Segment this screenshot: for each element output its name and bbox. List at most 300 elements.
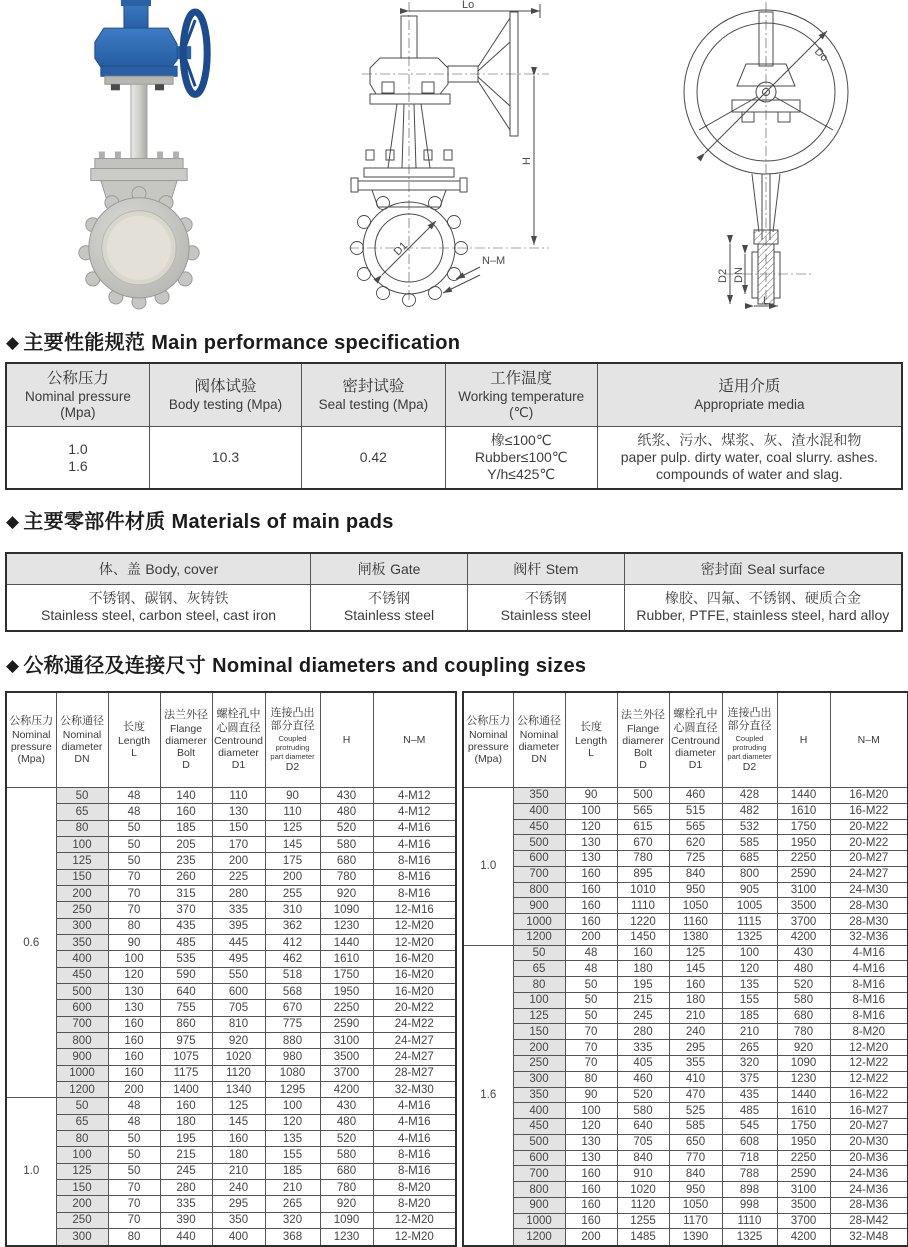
nm-cell: 24-M30	[830, 882, 908, 898]
nm-cell: 20-M36	[830, 1150, 908, 1166]
nm-cell: 20-M27	[830, 1119, 908, 1135]
dimension-row	[6, 836, 456, 852]
centround-diameter-cell: 1380	[669, 929, 722, 945]
length-cell: 90	[565, 1087, 617, 1103]
centround-diameter-cell: 445	[212, 934, 265, 950]
protruding-diameter-cell: 880	[265, 1032, 320, 1048]
h-cell: 4200	[320, 1081, 373, 1097]
length-cell: 160	[565, 1197, 617, 1213]
centround-diameter-cell: 410	[669, 1071, 722, 1087]
dim-column-header: N–M	[373, 692, 456, 788]
dim-column-header: H	[320, 692, 373, 788]
length-cell: 50	[565, 992, 617, 1008]
col-nominal-pressure: 公称压力 Nominal pressure (Mpa)	[6, 363, 149, 427]
dn-cell: 65	[56, 1114, 108, 1130]
centround-diameter-cell: 1050	[669, 898, 722, 914]
h-cell: 580	[320, 1147, 373, 1163]
nm-cell: 8-M16	[373, 1163, 456, 1179]
dn-cell: 450	[56, 967, 108, 983]
protruding-diameter-cell: 110	[265, 804, 320, 820]
flange-diameter-cell: 755	[160, 1000, 212, 1016]
working-temperature-value: 橡≤100℃ Rubber≤100℃ Y/h≤425℃	[445, 427, 597, 490]
protruding-diameter-cell: 1110	[722, 1213, 777, 1229]
nm-cell: 16-M20	[373, 967, 456, 983]
nm-cell: 24-M36	[830, 1166, 908, 1182]
nm-cell: 8-M16	[373, 885, 456, 901]
h-cell: 3700	[320, 1065, 373, 1081]
length-cell: 160	[565, 914, 617, 930]
centround-diameter-cell: 620	[669, 835, 722, 851]
dimension-row	[463, 1182, 908, 1198]
nm-cell: 20-M27	[830, 851, 908, 867]
centround-diameter-cell: 840	[669, 866, 722, 882]
flange-diameter-cell: 780	[617, 851, 669, 867]
length-cell: 48	[108, 1098, 160, 1114]
protruding-diameter-cell: 1295	[265, 1081, 320, 1097]
dim-header-row	[6, 692, 456, 788]
centround-diameter-cell: 240	[669, 1024, 722, 1040]
dimension-row	[6, 1196, 456, 1212]
materials-data-row	[6, 585, 902, 631]
nm-cell: 16-M22	[830, 1087, 908, 1103]
protruding-diameter-cell: 135	[265, 1130, 320, 1146]
nm-cell: 24-M27	[373, 1049, 456, 1065]
dn-cell: 500	[56, 983, 108, 999]
dn-cell: 50	[56, 1098, 108, 1114]
h-cell: 1090	[777, 1056, 830, 1072]
photo-gearbox	[95, 0, 177, 90]
seal-testing-value: 0.42	[302, 427, 445, 490]
dimension-row	[463, 977, 908, 993]
dimension-row	[6, 1098, 456, 1114]
flange-diameter-cell: 440	[160, 1228, 212, 1245]
protruding-diameter-cell: 980	[265, 1049, 320, 1065]
h-cell: 1230	[320, 918, 373, 934]
dimension-table-left	[5, 691, 457, 1247]
flange-diameter-cell: 1450	[617, 929, 669, 945]
h-cell: 430	[320, 1098, 373, 1114]
nm-cell: 28-M30	[830, 898, 908, 914]
h-cell: 3500	[777, 898, 830, 914]
dn-cell: 150	[513, 1024, 565, 1040]
dn-cell: 100	[56, 1147, 108, 1163]
dimension-row	[6, 788, 456, 804]
flange-diameter-cell: 180	[160, 1114, 212, 1130]
nm-cell: 16-M20	[373, 951, 456, 967]
flange-diameter-cell: 280	[160, 1179, 212, 1195]
centround-diameter-cell: 240	[212, 1179, 265, 1195]
centround-diameter-cell: 565	[669, 819, 722, 835]
dimension-row	[6, 1147, 456, 1163]
materials-table	[5, 552, 903, 632]
flange-diameter-cell: 1220	[617, 914, 669, 930]
h-cell: 520	[777, 977, 830, 993]
dn-cell: 50	[513, 945, 565, 961]
dimension-row	[6, 885, 456, 901]
title-zh: 主要零部件材质	[23, 511, 166, 533]
protruding-diameter-cell: 255	[265, 885, 320, 901]
length-cell: 50	[565, 977, 617, 993]
h-cell: 580	[320, 836, 373, 852]
dimension-row	[6, 1163, 456, 1179]
protruding-diameter-cell: 265	[722, 1040, 777, 1056]
dimension-row	[6, 1016, 456, 1032]
centround-diameter-cell: 295	[212, 1196, 265, 1212]
centround-diameter-cell: 130	[212, 804, 265, 820]
dimension-row	[463, 1166, 908, 1182]
h-cell: 3700	[777, 914, 830, 930]
protruding-diameter-cell: 125	[265, 820, 320, 836]
nm-cell: 32-M48	[830, 1229, 908, 1246]
length-cell: 160	[565, 1213, 617, 1229]
front-view-drawing	[344, 0, 562, 308]
nm-cell: 12-M20	[830, 1040, 908, 1056]
dn-cell: 250	[56, 1212, 108, 1228]
dn-cell: 200	[513, 1040, 565, 1056]
flange-diameter-cell: 1120	[617, 1197, 669, 1213]
flange-diameter-cell: 205	[160, 836, 212, 852]
flange-diameter-cell: 245	[617, 1008, 669, 1024]
centround-diameter-cell: 810	[212, 1016, 265, 1032]
nm-cell: 20-M22	[830, 819, 908, 835]
dimension-row	[463, 882, 908, 898]
flange-diameter-cell: 405	[617, 1056, 669, 1072]
dim-label-h: H	[521, 157, 533, 165]
dn-cell: 300	[513, 1071, 565, 1087]
centround-diameter-cell: 525	[669, 1103, 722, 1119]
dn-cell: 700	[513, 1166, 565, 1182]
flange-diameter-cell: 590	[160, 967, 212, 983]
h-cell: 3500	[777, 1197, 830, 1213]
dim-column-header: 公称通径 Nominal diameter DN	[56, 692, 108, 788]
flange-diameter-cell: 235	[160, 853, 212, 869]
length-cell: 70	[108, 869, 160, 885]
dimension-row	[463, 1087, 908, 1103]
pressure-group-cell: 1.0	[6, 1098, 56, 1246]
h-cell: 1950	[320, 983, 373, 999]
dn-cell: 1000	[513, 1213, 565, 1229]
h-cell: 1440	[320, 934, 373, 950]
h-cell: 480	[320, 804, 373, 820]
nm-cell: 28-M36	[830, 1197, 908, 1213]
protruding-diameter-cell: 185	[265, 1163, 320, 1179]
flange-diameter-cell: 460	[617, 1071, 669, 1087]
protruding-diameter-cell: 310	[265, 902, 320, 918]
dim-label-dn: DN	[733, 267, 745, 283]
dimension-row	[463, 929, 908, 945]
protruding-diameter-cell: 1080	[265, 1065, 320, 1081]
h-cell: 680	[777, 1008, 830, 1024]
protruding-diameter-cell: 185	[722, 1008, 777, 1024]
dn-cell: 1200	[513, 1229, 565, 1246]
protruding-diameter-cell: 718	[722, 1150, 777, 1166]
length-cell: 50	[108, 1130, 160, 1146]
nm-cell: 8-M20	[830, 1024, 908, 1040]
protruding-diameter-cell: 145	[265, 836, 320, 852]
length-cell: 130	[108, 1000, 160, 1016]
protruding-diameter-cell: 545	[722, 1119, 777, 1135]
protruding-diameter-cell: 100	[722, 945, 777, 961]
flange-diameter-cell: 1255	[617, 1213, 669, 1229]
nm-cell: 12-M22	[830, 1071, 908, 1087]
dimension-row	[6, 1000, 456, 1016]
centround-diameter-cell: 210	[669, 1008, 722, 1024]
h-cell: 2590	[777, 1166, 830, 1182]
flange-diameter-cell: 195	[160, 1130, 212, 1146]
protruding-diameter-cell: 265	[265, 1196, 320, 1212]
dim-column-header: 螺栓孔中 心圆直径 Centround diameter D1	[669, 692, 722, 788]
h-cell: 2250	[777, 1150, 830, 1166]
dn-cell: 80	[56, 1130, 108, 1146]
flange-diameter-cell: 185	[160, 820, 212, 836]
dimension-row	[463, 1134, 908, 1150]
nm-cell: 20-M22	[830, 835, 908, 851]
length-cell: 160	[565, 1166, 617, 1182]
flange-diameter-cell: 435	[160, 918, 212, 934]
dimension-row	[463, 1103, 908, 1119]
length-cell: 90	[108, 934, 160, 950]
dn-cell: 200	[56, 885, 108, 901]
flange-diameter-cell: 1010	[617, 882, 669, 898]
length-cell: 130	[565, 1150, 617, 1166]
nm-cell: 20-M22	[373, 1000, 456, 1016]
flange-diameter-cell: 215	[160, 1147, 212, 1163]
length-cell: 48	[108, 1114, 160, 1130]
dn-cell: 500	[513, 835, 565, 851]
flange-diameter-cell: 565	[617, 803, 669, 819]
protruding-diameter-cell: 412	[265, 934, 320, 950]
dim-column-header: 公称压力 Nominal pressure (Mpa)	[6, 692, 56, 788]
dimension-row	[6, 1114, 456, 1130]
centround-diameter-cell: 650	[669, 1134, 722, 1150]
length-cell: 70	[565, 1024, 617, 1040]
h-cell: 1750	[777, 1119, 830, 1135]
protruding-diameter-cell: 435	[722, 1087, 777, 1103]
dn-cell: 150	[56, 1179, 108, 1195]
flange-diameter-cell: 335	[617, 1040, 669, 1056]
dimension-row	[463, 803, 908, 819]
dim-column-header: 法兰外径 Flange diamerer Bolt D	[617, 692, 669, 788]
length-cell: 80	[108, 1228, 160, 1245]
protruding-diameter-cell: 362	[265, 918, 320, 934]
length-cell: 70	[565, 1056, 617, 1072]
dn-cell: 900	[56, 1049, 108, 1065]
flange-diameter-cell: 335	[160, 1196, 212, 1212]
dn-cell: 600	[56, 1000, 108, 1016]
length-cell: 48	[565, 945, 617, 961]
h-cell: 580	[777, 992, 830, 1008]
col-gate: 闸板 Gate	[311, 553, 468, 585]
length-cell: 160	[108, 1065, 160, 1081]
nm-cell: 16-M20	[373, 983, 456, 999]
protruding-diameter-cell: 320	[722, 1056, 777, 1072]
centround-diameter-cell: 295	[669, 1040, 722, 1056]
h-cell: 1950	[777, 835, 830, 851]
h-cell: 1230	[320, 1228, 373, 1245]
length-cell: 160	[565, 898, 617, 914]
length-cell: 160	[108, 1016, 160, 1032]
dn-cell: 300	[56, 1228, 108, 1245]
dimension-row	[6, 1130, 456, 1146]
title-en: Materials of main pads	[171, 511, 394, 533]
dn-cell: 1200	[513, 929, 565, 945]
length-cell: 70	[108, 1196, 160, 1212]
h-cell: 1750	[777, 819, 830, 835]
protruding-diameter-cell: 462	[265, 951, 320, 967]
length-cell: 50	[108, 1163, 160, 1179]
dimension-row	[463, 1071, 908, 1087]
h-cell: 520	[320, 1130, 373, 1146]
h-cell: 2250	[320, 1000, 373, 1016]
protruding-diameter-cell: 568	[265, 983, 320, 999]
dim-column-header: N–M	[830, 692, 908, 788]
dim-label-d1: D1	[391, 239, 411, 259]
h-cell: 780	[320, 1179, 373, 1195]
nm-cell: 4-M16	[373, 1114, 456, 1130]
pressure-group-cell: 0.6	[6, 788, 56, 1098]
nominal-pressure-value: 1.0 1.6	[6, 427, 149, 490]
nm-cell: 28-M27	[373, 1065, 456, 1081]
dimension-row	[6, 1049, 456, 1065]
flange-diameter-cell: 670	[617, 835, 669, 851]
protruding-diameter-cell: 375	[722, 1071, 777, 1087]
nm-cell: 8-M16	[373, 1147, 456, 1163]
dn-cell: 800	[513, 882, 565, 898]
protruding-diameter-cell: 532	[722, 819, 777, 835]
dimension-row	[463, 1150, 908, 1166]
h-cell: 520	[320, 820, 373, 836]
h-cell: 3100	[777, 1182, 830, 1198]
flange-diameter-cell: 580	[617, 1103, 669, 1119]
nm-cell: 4-M16	[373, 836, 456, 852]
dn-cell: 700	[513, 866, 565, 882]
centround-diameter-cell: 600	[212, 983, 265, 999]
dim-column-header: 连接凸出 部分直径 Coupled protruding part diameter D2	[722, 692, 777, 788]
dn-cell: 80	[513, 977, 565, 993]
centround-diameter-cell: 400	[212, 1228, 265, 1245]
flange-diameter-cell: 160	[160, 804, 212, 820]
dn-cell: 100	[56, 836, 108, 852]
nm-cell: 4-M16	[830, 945, 908, 961]
h-cell: 1610	[777, 803, 830, 819]
h-cell: 1090	[320, 1212, 373, 1228]
length-cell: 80	[565, 1071, 617, 1087]
dimension-row	[463, 1024, 908, 1040]
diamond-bullet-icon: ◆	[6, 655, 20, 675]
dimension-row	[463, 851, 908, 867]
dimension-row	[463, 945, 908, 961]
dn-cell: 350	[513, 1087, 565, 1103]
protruding-diameter-cell: 200	[265, 869, 320, 885]
flange-diameter-cell: 315	[160, 885, 212, 901]
protruding-diameter-cell: 608	[722, 1134, 777, 1150]
dimension-row	[463, 1119, 908, 1135]
length-cell: 70	[108, 902, 160, 918]
dn-cell: 900	[513, 898, 565, 914]
nm-cell: 4-M12	[373, 788, 456, 804]
flange-diameter-cell: 260	[160, 869, 212, 885]
protruding-diameter-cell: 905	[722, 882, 777, 898]
col-body-testing: 阀体试验 Body testing (Mpa)	[149, 363, 301, 427]
flange-diameter-cell: 860	[160, 1016, 212, 1032]
h-cell: 480	[320, 1114, 373, 1130]
dn-cell: 600	[513, 851, 565, 867]
protruding-diameter-cell: 135	[722, 977, 777, 993]
h-cell: 3100	[777, 882, 830, 898]
dimension-row	[463, 914, 908, 930]
protruding-diameter-cell: 90	[265, 788, 320, 804]
col-body-cover: 体、盖 Body, cover	[6, 553, 311, 585]
flange-diameter-cell: 370	[160, 902, 212, 918]
length-cell: 120	[108, 967, 160, 983]
dn-cell: 65	[513, 961, 565, 977]
h-cell: 680	[320, 1163, 373, 1179]
dn-cell: 350	[513, 788, 565, 804]
centround-diameter-cell: 145	[669, 961, 722, 977]
centround-diameter-cell: 550	[212, 967, 265, 983]
length-cell: 100	[565, 803, 617, 819]
protruding-diameter-cell: 100	[265, 1098, 320, 1114]
centround-diameter-cell: 160	[669, 977, 722, 993]
dim-column-header: H	[777, 692, 830, 788]
protruding-diameter-cell: 585	[722, 835, 777, 851]
dn-cell: 100	[513, 992, 565, 1008]
title-zh: 主要性能规范	[23, 332, 146, 354]
nm-cell: 8-M20	[373, 1179, 456, 1195]
dim-header-row	[463, 692, 908, 788]
h-cell: 4200	[777, 1229, 830, 1246]
length-cell: 50	[108, 820, 160, 836]
dimension-row	[6, 951, 456, 967]
length-cell: 130	[565, 851, 617, 867]
dimension-row	[463, 866, 908, 882]
flange-diameter-cell: 895	[617, 866, 669, 882]
col-appropriate-media: 适用介质 Appropriate media	[597, 363, 902, 427]
h-cell: 920	[777, 1040, 830, 1056]
nm-cell: 24-M27	[373, 1032, 456, 1048]
length-cell: 100	[565, 1103, 617, 1119]
nm-cell: 4-M16	[373, 1098, 456, 1114]
h-cell: 480	[777, 961, 830, 977]
flange-diameter-cell: 1075	[160, 1049, 212, 1065]
dn-cell: 450	[513, 819, 565, 835]
dimension-row	[463, 835, 908, 851]
protruding-diameter-cell: 800	[722, 866, 777, 882]
length-cell: 48	[108, 788, 160, 804]
nm-cell: 16-M20	[830, 788, 908, 804]
centround-diameter-cell: 515	[669, 803, 722, 819]
centround-diameter-cell: 770	[669, 1150, 722, 1166]
centround-diameter-cell: 160	[212, 1130, 265, 1146]
dn-cell: 250	[56, 902, 108, 918]
dim-column-header: 长度 Length L	[565, 692, 617, 788]
pressure-group-cell: 1.0	[463, 788, 513, 946]
centround-diameter-cell: 920	[212, 1032, 265, 1048]
nm-cell: 16-M22	[830, 803, 908, 819]
length-cell: 130	[565, 835, 617, 851]
centround-diameter-cell: 170	[212, 836, 265, 852]
length-cell: 200	[565, 1229, 617, 1246]
protruding-diameter-cell: 428	[722, 788, 777, 804]
dim-label-lo: Lo	[462, 0, 475, 11]
length-cell: 48	[108, 804, 160, 820]
h-cell: 2250	[777, 851, 830, 867]
side-view-drawing	[662, 0, 894, 310]
protruding-diameter-cell: 518	[265, 967, 320, 983]
dim-column-header: 公称通径 Nominal diameter DN	[513, 692, 565, 788]
flange-diameter-cell: 160	[160, 1098, 212, 1114]
dn-cell: 450	[513, 1119, 565, 1135]
